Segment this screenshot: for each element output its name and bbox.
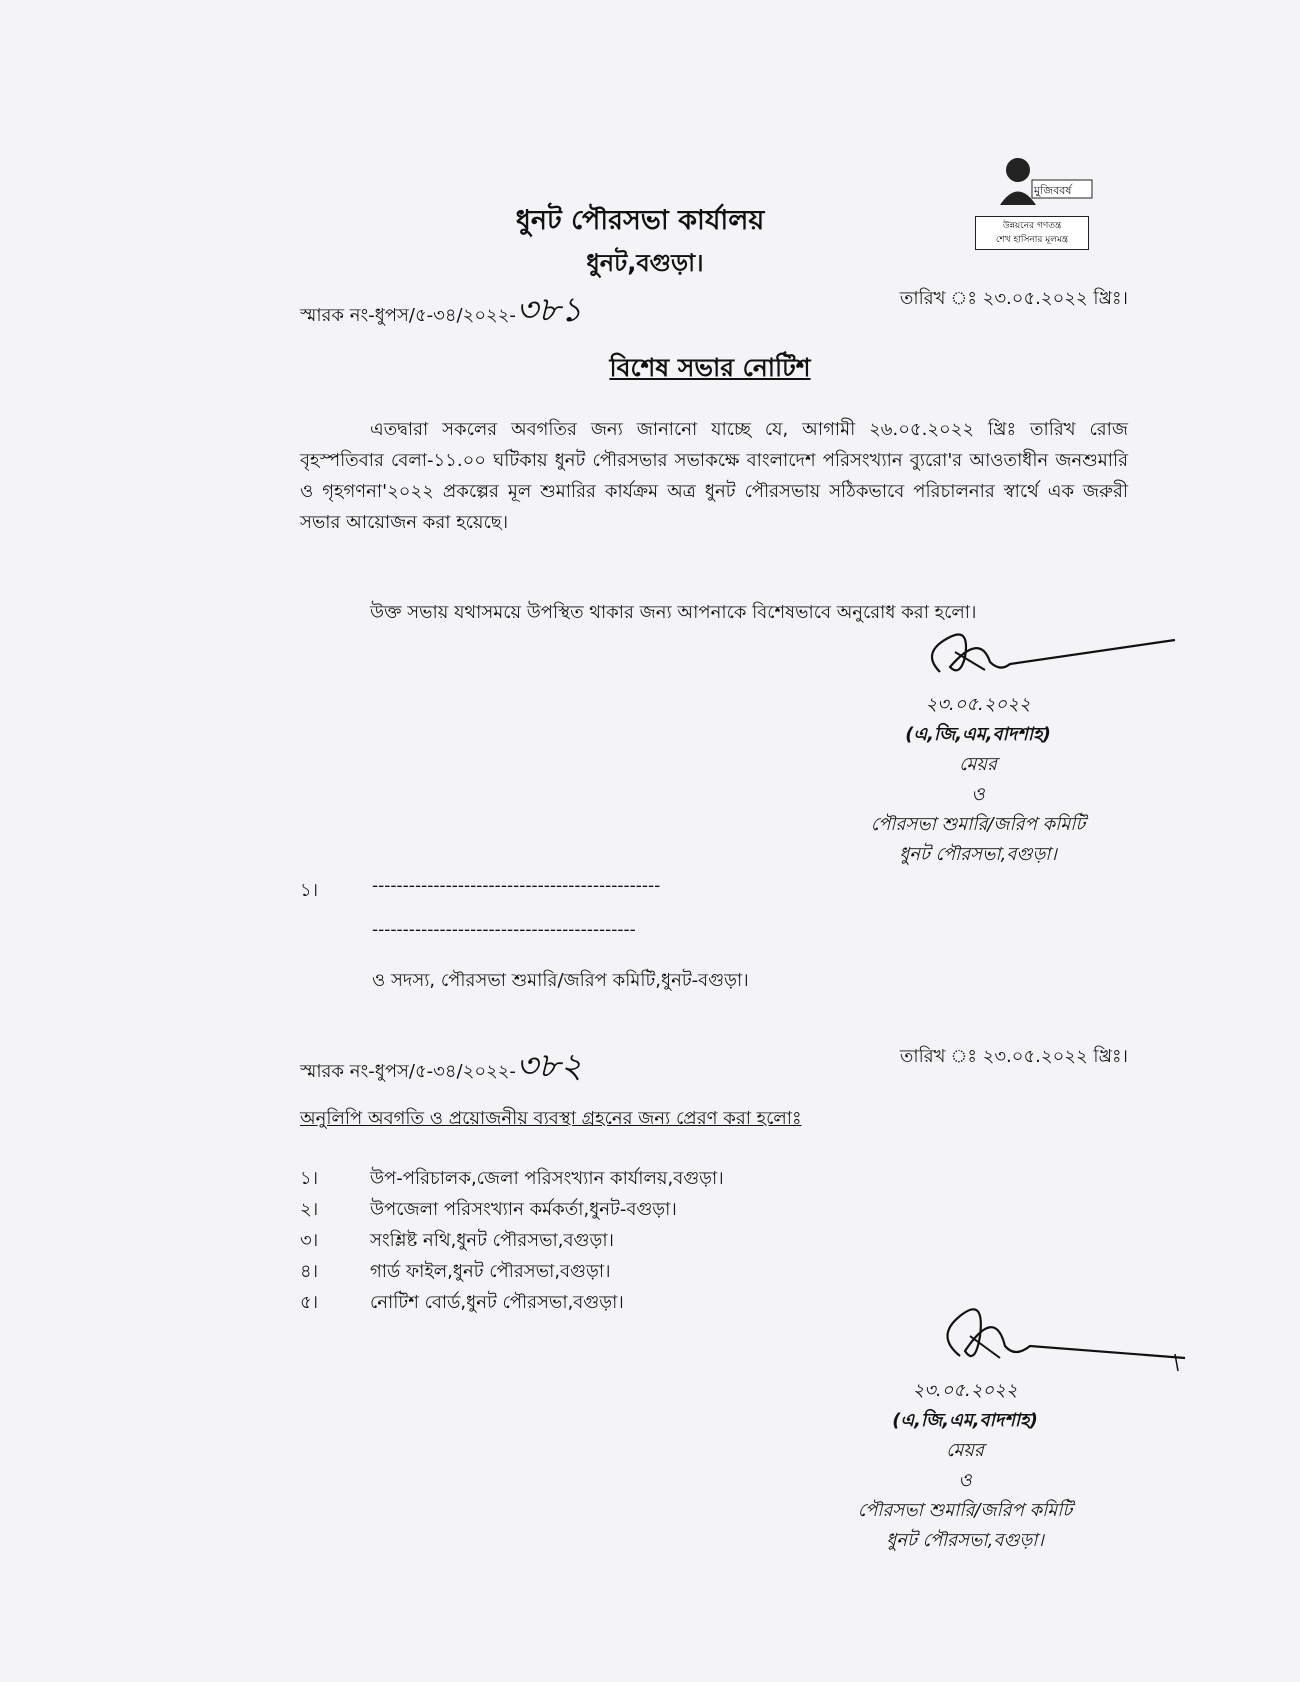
sig1-date: ২৩.০৫.২০২২ bbox=[925, 694, 1031, 715]
memo1-date: তারিখ ঃ ২৩.০৫.২০২২ খ্রিঃ। bbox=[899, 288, 1128, 309]
memo1-ref-prefix: স্মারক নং-ধুপস/৫-৩৪/২০২২- bbox=[300, 305, 516, 326]
recipient-num: ১। bbox=[300, 880, 319, 901]
notice-paragraph-text: এতদ্বারা সকলের অবগতির জন্য জানানো যাচ্ছে যে, আগামী ২৬.০৫.২০২২ খ্রিঃ তারিখ রোজ বৃহস্পতিবার বেলা-১১.০০ ঘটিকায় ধুনট পৌরসভার সভাকক্ষে বাংলাদেশ পরিসংখ্যান ব্যুরো'র আওতাধীন জনশুমারি ও গৃহগণনা'২০২২ প্রকল্পের মূল শুমারির কার্যক্রম অত্র ধুনট পৌরসভায় সঠিকভাবে পরিচালনার স্বার্থে এক জরুরী সভার আয়োজন করা হয়েছে। bbox=[300, 419, 1128, 533]
signature-2-block bbox=[825, 1376, 1105, 1556]
sig1-conj: ও bbox=[971, 784, 985, 805]
signature-2 bbox=[930, 1296, 1190, 1386]
copy-list-item bbox=[300, 1164, 900, 1195]
logo bbox=[970, 150, 1110, 260]
recipient-line2: ------------------------------------------- bbox=[372, 920, 636, 940]
copy-item-num: ৫। bbox=[300, 1292, 319, 1313]
copy-item-text: সংশ্লিষ্ট নথি,ধুনট পৌরসভা,বগুড়া। bbox=[370, 1230, 614, 1251]
memo1-ref bbox=[300, 284, 582, 341]
logo-caption-line2: শেখ হাসিনার মূলমন্ত্র bbox=[995, 235, 1069, 245]
memo2-ref-handwritten: ৩৮২ bbox=[515, 1046, 583, 1086]
copy-list-item bbox=[300, 1257, 900, 1288]
notice-paragraph bbox=[300, 414, 1128, 538]
sig2-conj: ও bbox=[958, 1470, 972, 1491]
copy-list-item bbox=[300, 1195, 900, 1226]
copy-item-num: ৩। bbox=[300, 1230, 319, 1251]
copy-list-item bbox=[300, 1226, 900, 1257]
sig2-committee: পৌরসভা শুমারি/জরিপ কমিটি bbox=[857, 1500, 1073, 1521]
copy-item-num: ২। bbox=[300, 1199, 319, 1220]
logo-caption-line1: উন্নয়নের গণতন্ত্র bbox=[1002, 221, 1062, 231]
copy-list-item bbox=[300, 1288, 900, 1319]
sig2-place: ধুনট পৌরসভা,বগুড়া। bbox=[886, 1530, 1044, 1551]
memo1-ref-handwritten: ৩৮১ bbox=[515, 290, 583, 330]
recipient-line1: ----------------------------------------------- bbox=[372, 876, 661, 896]
memo2-ref bbox=[300, 1040, 582, 1097]
sig2-title: মেয়র bbox=[946, 1440, 984, 1461]
signature-1-block bbox=[838, 690, 1118, 870]
sig1-title: মেয়র bbox=[959, 754, 997, 775]
copy-list bbox=[300, 1164, 900, 1319]
office-name: ধুনট পৌরসভা কার্যালয় bbox=[515, 205, 765, 236]
logo-caption-box bbox=[975, 216, 1089, 250]
signature-1 bbox=[910, 622, 1180, 692]
office-location: ধুনট,বগুড়া। bbox=[586, 249, 704, 277]
copy-item-text: গার্ড ফাইল,ধুনট পৌরসভা,বগুড়া। bbox=[370, 1261, 611, 1282]
copy-item-num: ১। bbox=[300, 1168, 319, 1189]
logo-mark-text: মুজিববর্ষ bbox=[1034, 184, 1072, 197]
portrait-logo-icon bbox=[970, 150, 1110, 210]
copy-heading: অনুলিপি অবগতি ও প্রয়োজনীয় ব্যবস্থা গ্রহনের জন্য প্রেরণ করা হলোঃ bbox=[300, 1108, 802, 1129]
memo2-date: তারিখ ঃ ২৩.০৫.২০২২ খ্রিঃ। bbox=[899, 1046, 1128, 1067]
copy-item-text: উপজেলা পরিসংখ্যান কর্মকর্তা,ধুনট-বগুড়া। bbox=[370, 1199, 677, 1220]
sig2-date: ২৩.০৫.২০২২ bbox=[912, 1380, 1018, 1401]
recipient-member: ও সদস্য, পৌরসভা শুমারি/জরিপ কমিটি,ধুনট-বগুড়া। bbox=[372, 970, 749, 991]
sig1-place: ধুনট পৌরসভা,বগুড়া। bbox=[899, 844, 1057, 865]
notice-heading: বিশেষ সভার নোটিশ bbox=[609, 353, 811, 382]
copy-item-num: ৪। bbox=[300, 1261, 319, 1282]
sig1-committee: পৌরসভা শুমারি/জরিপ কমিটি bbox=[870, 814, 1086, 835]
notice-request: উক্ত সভায় যথাসময়ে উপস্থিত থাকার জন্য আপনাকে বিশেষভাবে অনুরোধ করা হলো। bbox=[370, 602, 977, 623]
memo2-ref-prefix: স্মারক নং-ধুপস/৫-৩৪/২০২২- bbox=[300, 1061, 516, 1082]
sig1-name: (এ,জি,এম,বাদশাহ) bbox=[905, 724, 1051, 745]
sig2-name: (এ,জি,এম,বাদশাহ) bbox=[892, 1410, 1038, 1431]
copy-item-text: উপ-পরিচালক,জেলা পরিসংখ্যান কার্যালয়,বগুড়া। bbox=[370, 1168, 724, 1189]
copy-item-text: নোটিশ বোর্ড,ধুনট পৌরসভা,বগুড়া। bbox=[370, 1292, 624, 1313]
